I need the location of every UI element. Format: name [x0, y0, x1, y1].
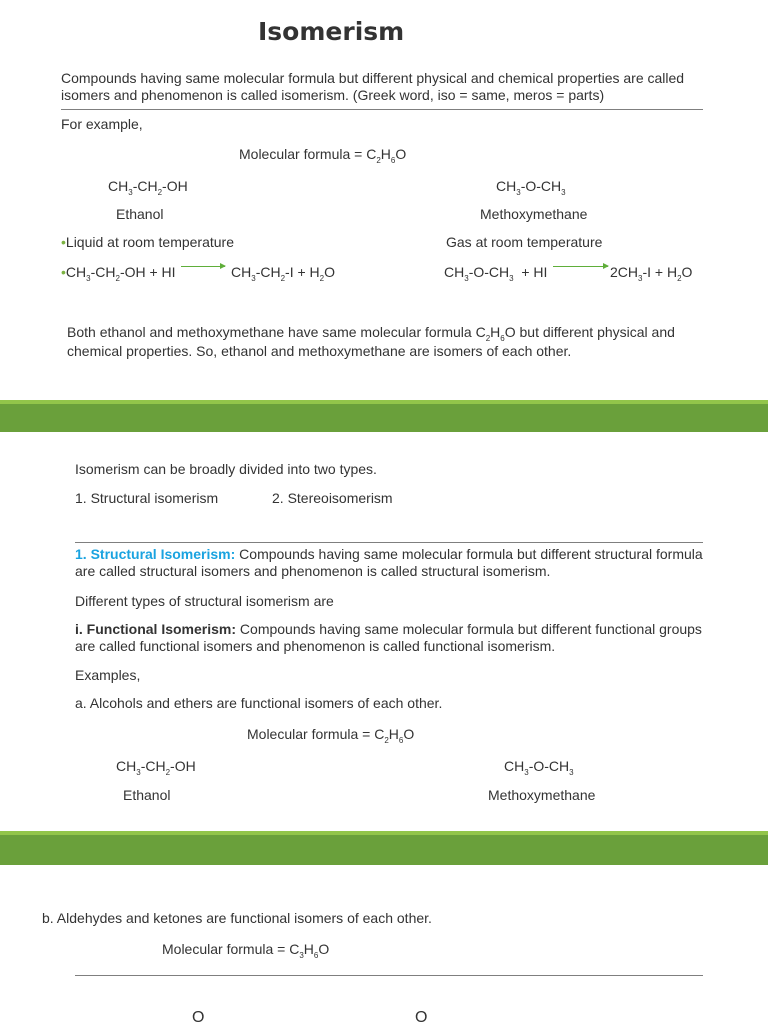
methoxy-reaction-products: $2CH_3-I + H_2O$	[610, 264, 693, 283]
methoxymethane-label: Methoxymethane	[480, 206, 588, 222]
methoxymethane-label: Methoxymethane	[488, 787, 596, 803]
slide-separator	[0, 404, 768, 432]
ethanol-label: Ethanol	[116, 206, 164, 222]
structural-isomerism-definition: 1. Structural Isomerism: Compounds having same molecular formula but different structural formula are called structural isomers and phenomenon is called structural isomerism.	[75, 546, 703, 579]
divider	[75, 975, 703, 976]
carbonyl-oxygen-aldehyde: O	[192, 1009, 205, 1026]
bullet-icon: •	[61, 264, 66, 280]
methoxymethane-state: Gas at room temperature	[446, 234, 603, 250]
intro-paragraph: Compounds having same molecular formula but different physical and chemical properties are called isomers and phenomenon is called isomerism. (Greek word, iso = same, meros = parts)	[61, 70, 685, 103]
type-stereo: 2. Stereoisomerism	[272, 490, 393, 506]
molecular-formula-2: Molecular formula = $C_2H_6O$	[247, 726, 415, 745]
methoxy-reaction-reactants: $CH_3-O-CH_3$ + HI	[444, 264, 548, 283]
functional-isomerism-definition: i. Functional Isomerism: Compounds having same molecular formula but different functional groups are called functional isomers and phenomenon is called functional isomerism.	[75, 621, 702, 654]
molecular-formula-1: Molecular formula = $C_2H_6O$	[239, 146, 407, 165]
divider	[61, 109, 703, 110]
slide-separator	[0, 835, 768, 865]
alcohols-ethers-text: a. Alcohols and ethers are functional isomers of each other.	[75, 695, 443, 711]
aldehydes-ketones-text: b. Aldehydes and ketones are functional isomers of each other.	[42, 910, 432, 926]
functional-isomerism-heading: i. Functional Isomerism:	[75, 621, 237, 637]
examples-label: Examples,	[75, 667, 141, 683]
ethanol-formula: $CH_3-CH_2-OH$	[116, 758, 196, 777]
ethanol-reaction-reactants: $•CH_3-CH_2-OH$ + HI	[61, 264, 176, 283]
reaction-arrow-icon	[553, 266, 608, 267]
ethanol-formula: $CH_3-CH_2-OH$	[108, 178, 188, 197]
page-title: Isomerism	[258, 17, 405, 46]
ethanol-label: Ethanol	[123, 787, 171, 803]
broad-types-text: Isomerism can be broadly divided into two types.	[75, 461, 377, 477]
bullet-icon: •	[61, 234, 66, 250]
for-example-label: For example,	[61, 116, 143, 132]
structural-isomerism-heading: 1. Structural Isomerism:	[75, 546, 236, 562]
different-types-text: Different types of structural isomerism are	[75, 593, 334, 609]
methoxymethane-formula: $CH_3-O-CH_3$	[504, 758, 574, 777]
molecular-formula-3: Molecular formula = $C_3H_6O$	[162, 941, 330, 960]
divider	[75, 542, 703, 543]
conclusion-paragraph: Both ethanol and methoxymethane have same molecular formula $C_2H_6O$ but different physical and chemical properties. So, ethanol and methoxymethane are isomers of each other.	[67, 324, 675, 359]
ethanol-reaction-products: $CH_3-CH_2-I + H_2O$	[231, 264, 335, 283]
type-structural: 1. Structural isomerism	[75, 490, 219, 506]
reaction-arrow-icon	[181, 266, 225, 267]
carbonyl-oxygen-ketone: O	[415, 1009, 428, 1026]
methoxymethane-formula: $CH_3-O-CH_3$	[496, 178, 566, 197]
ethanol-state: •Liquid at room temperature	[61, 234, 234, 250]
